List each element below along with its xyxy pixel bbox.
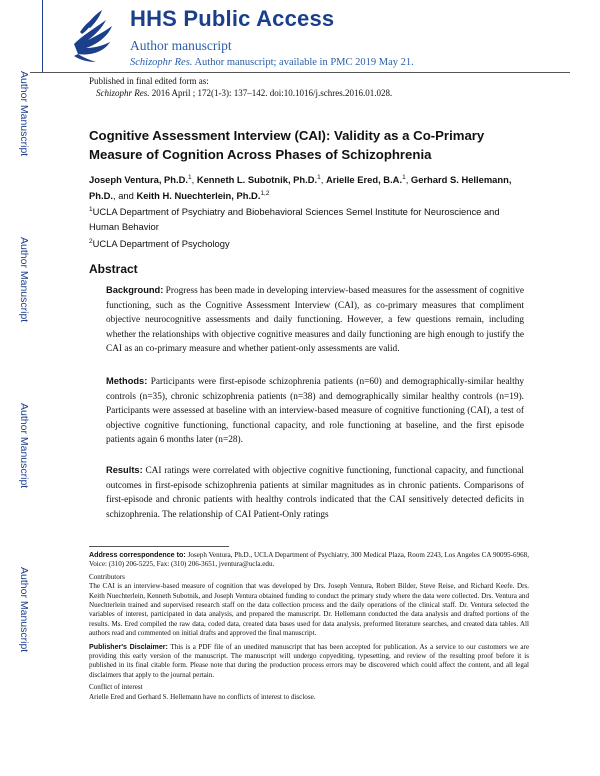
abstract-results [106,463,524,522]
side-label-1: Author Manuscript [18,71,30,157]
author-name: Keith H. Nuechterlein, Ph.D. [136,190,261,201]
abstract-methods [106,374,524,448]
author-name: Gerhard S. Hellemann, Ph.D. [89,174,512,201]
footnotes [89,551,529,705]
author-manuscript-label: Author manuscript [130,38,232,53]
article-title: Cognitive Assessment Interview (CAI): Validity as a Co-Primary Measure of Cognition Across Phases of Schizophrenia [89,128,485,162]
affiliation: $^1$UCLA Department of Psychiatry and Biobehavioral Sciences Semel Institute for Neuroscience and Human Behavior [89,205,500,232]
conflict-text: Arielle Ered and Gerhard S. Hellemann have no conflicts of interest to disclose. [89,692,316,701]
author-name: Kenneth L. Subotnik, Ph.D. [196,174,318,185]
author-name: Arielle Ered, B.A. [325,174,403,185]
side-label-4: Author Manuscript [18,567,30,653]
section-label: Background: [106,285,164,295]
section-label: Methods: [106,376,148,386]
pmc-availability: Schizophr Res. Author manuscript; available in PMC 2019 May 21. [130,57,414,68]
correspondence-note: Address correspondence to: Joseph Ventura, Ph.D., UCLA Department of Psychiatry, 300 Medical Plaza, Room 2243, Los Angeles CA 90095-6968, Voice: (310) 206-5225, Fax: (310) 206-3651, jventura@ucla.edu. [89,551,529,569]
author-name: Joseph Ventura, Ph.D. [89,174,188,185]
abstract-heading: Abstract [89,262,138,276]
author-list: Joseph Ventura, Ph.D.$^1$, Kenneth L. Subotnik, Ph.D.$^1$, Arielle Ered, B.A.$^1$, Gerhard S. Hellemann, Ph.D., and Keith H. Nuechterlein, Ph.D.$^{1,2}$ [89,173,512,201]
side-label-2: Author Manuscript [18,237,30,323]
contributors-heading: Contributors [89,572,125,581]
affiliation: $^2$UCLA Department of Psychology [89,237,230,249]
header-divider [30,72,570,73]
hhs-eagle-logo [66,6,116,64]
footnote-rule [89,546,229,547]
section-text: Progress has been made in developing interview-based measures for the assessment of cognitive functioning, such as the Cognitive Assessment Interview (CAI), as co-primary measures that compliment objective neurocognitive assessments and daily functioning. However, a few questions remain, including whether the relationships with objective cognitive measures and daily functioning are high enough to justify the CAI as an co-primary measure and whether patient-only assessments are valid. [106,286,525,354]
side-label-3: Author Manuscript [18,403,30,489]
published-in-label: Published in final edited form as: [89,76,209,86]
abstract-background [106,283,524,357]
hhs-public-access-title: HHS Public Access [130,6,335,31]
section-text: CAI ratings were correlated with objective cognitive functioning, functional capacity, and functional outcomes in first-episode schizophrenia patients at similar magnitudes as in chronic patients. Comparisons of first-episode and chronic patients with healthy controls indicated that the CAI sensitively detected deficits in schizophrenia. The relationship of CAI Patient-Only ratings [106,466,525,520]
section-text: Participants were first-episode schizophrenia patients (n=60) and demographically-similar healthy controls (n=35), chronic schizophrenia patients (n=38) and demographically similar healthy controls (n=19). Participants were assessed at baseline with an interview-based measure of cognitive functioning (CAI), a test of objective cognitive functioning, functional capacity, and role functioning at baseline, and the first episode patients again 6 months later (n=28). [106,377,525,445]
header-left-rule [42,0,43,72]
contributors-text: The CAI is an interview-based measure of cognition that was developed by Drs. Joseph Ventura, Robert Bilder, Steve Reise, and Richard Keefe. Drs. Keith Nuechterlein, Kenneth Subotnik, and Joseph Ventura obtained funding to conduct the primary study where the data were collected. Drs. Ventura and Nuechterlein trained and supervised research staff on the data collection process and the daily operations of the clinical staff. Dr. Ventura selected the variables of interest, participated in data analysis, and prepared the manuscript. Dr. Hellemann conducted the data analysis and drafted portions of the results. Ms. Ered compiled the raw data, coded data, created data bases used for data analysis, preformed literature searches, and created data tables. All authors read and commented on initial drafts and approved the final manuscript. [89,582,529,638]
publisher-disclaimer: Publisher's Disclaimer: This is a PDF file of an unedited manuscript that has been accepted for publication. As a service to our customers we are providing this early version of the manuscript. The manuscript will undergo copyediting, typesetting, and review of the resulting proof before it is published in its final citable form. Please note that during the production process errors may be discovered which could affect the content, and all legal disclaimers that apply to the journal pertain. [89,642,529,679]
citation-reference: Schizophr Res. 2016 April ; 172(1-3): 137–142. doi:10.1016/j.schres.2016.01.028. [96,88,393,98]
conflict-heading: Conflict of interest [89,683,143,692]
section-label: Results: [106,465,143,475]
